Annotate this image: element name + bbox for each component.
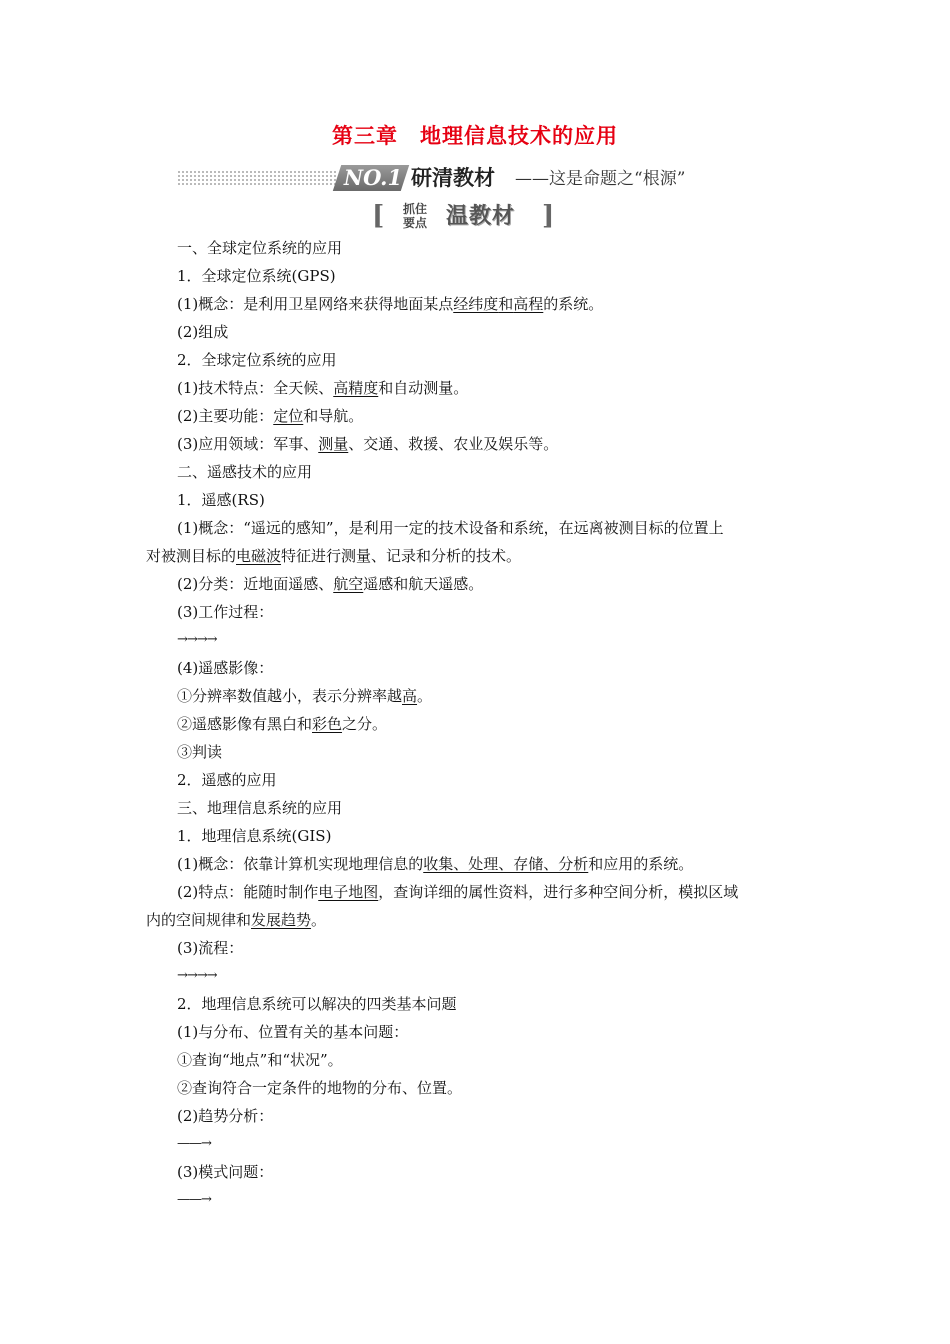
- s1-gps-composition: (2)组成: [177, 323, 229, 341]
- s1-tech-features: (1)技术特点：全天候、高精度和自动测量。: [177, 379, 469, 397]
- s2-point-2-title: 2．遥感的应用: [177, 771, 277, 789]
- s2-rs-classification: (2)分类：近地面遥感、航空遥感和航天遥感。: [177, 575, 484, 593]
- s2-point-1-title: 1．遥感(RS): [177, 491, 265, 509]
- s2-rs-image: (4)遥感影像：: [177, 659, 274, 677]
- s3-gis-features-line-1: (2)特点：能随时制作电子地图，查询详细的属性资料，进行多种空间分析，模拟区域: [177, 883, 739, 901]
- banner-heading: 研清教材: [411, 166, 495, 190]
- section-1-title: 一、全球定位系统的应用: [177, 239, 343, 257]
- banner-subtitle: ——这是命题之“根源”: [515, 169, 686, 189]
- s1-point-2-title: 2．全球定位系统的应用: [177, 351, 337, 369]
- s3-gis-concept: (1)概念：依靠计算机实现地理信息的收集、处理、存储、分析和应用的系统。: [177, 855, 694, 873]
- banner-number: NO.1: [343, 165, 403, 190]
- s3-question-1b: ②查询符合一定条件的地物的分布、位置。: [177, 1079, 463, 1097]
- s2-process-arrows: →→→→: [177, 632, 217, 647]
- s1-point-1-title: 1．全球定位系统(GPS): [177, 267, 336, 285]
- right-bracket: ]: [542, 201, 555, 231]
- s1-application-fields: (3)应用领域：军事、测量、交通、救援、农业及娱乐等。: [177, 435, 559, 453]
- s3-question-3: (3)模式问题：: [177, 1163, 274, 1181]
- dotted-decoration: [177, 170, 337, 187]
- s3-point-1-title: 1．地理信息系统(GIS): [177, 827, 332, 845]
- review-badge: [370, 201, 560, 233]
- badge-small-text: 抓住 要点: [402, 202, 427, 230]
- s3-flow-arrows: →→→→: [177, 968, 217, 983]
- s3-question-2: (2)趋势分析：: [177, 1107, 274, 1125]
- s1-gps-concept: (1)概念：是利用卫星网络来获得地面某点经纬度和高程的系统。: [177, 295, 604, 313]
- left-bracket: [: [372, 201, 385, 231]
- section-banner: [177, 165, 737, 193]
- s3-flow: (3)流程：: [177, 939, 244, 957]
- s2-image-color: ②遥感影像有黑白和彩色之分。: [177, 715, 388, 733]
- chapter-title: 第三章 地理信息技术的应用: [332, 124, 618, 148]
- s1-main-functions: (2)主要功能：定位和导航。: [177, 407, 364, 425]
- s2-resolution: ①分辨率数值越小，表示分辨率越高。: [177, 687, 433, 705]
- s3-question-3-arrows: ——→: [177, 1192, 211, 1207]
- s2-interpretation: ③判读: [177, 743, 223, 761]
- section-2-title: 二、遥感技术的应用: [177, 463, 313, 481]
- section-3-title: 三、地理信息系统的应用: [177, 799, 343, 817]
- s2-rs-concept-line-2: 对被测目标的电磁波特征进行测量、记录和分析的技术。: [146, 547, 522, 565]
- s2-work-process: (3)工作过程：: [177, 603, 274, 621]
- s3-question-1a: ①查询“地点”和“状况”。: [177, 1051, 343, 1069]
- s3-point-2-title: 2．地理信息系统可以解决的四类基本问题: [177, 995, 457, 1013]
- s2-rs-concept-line-1: (1)概念：“遥远的感知”，是利用一定的技术设备和系统，在远离被测目标的位置上: [177, 519, 724, 537]
- s3-gis-features-line-2: 内的空间规律和发展趋势。: [146, 911, 327, 929]
- s3-question-1: (1)与分布、位置有关的基本问题：: [177, 1023, 409, 1041]
- s3-question-2-arrows: ——→: [177, 1136, 211, 1151]
- badge-big-text: 温教材: [446, 204, 516, 229]
